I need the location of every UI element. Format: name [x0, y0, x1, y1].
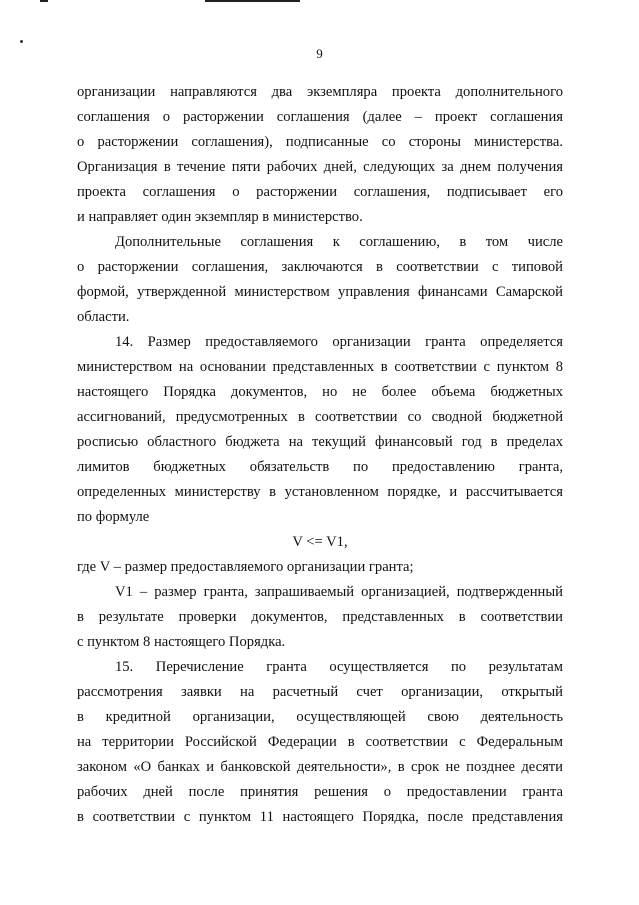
text-line: формой, утвержденной министерством управления финансами Самарской: [77, 284, 563, 300]
scan-edge-mark: [205, 0, 300, 2]
text-line: рассмотрения заявки на расчетный счет организации, открытый: [77, 684, 563, 700]
page-number: 9: [316, 46, 323, 61]
text-line: росписью областного бюджета на текущий финансовый год в пределах: [77, 434, 563, 450]
text-line: по формуле: [77, 509, 150, 525]
text-line: определенных министерству в установленном порядке, и рассчитывается: [77, 484, 563, 500]
text-line: V <= V1,: [292, 534, 348, 550]
text-line: о расторжении соглашения), подписанные со стороны министерства.: [77, 134, 563, 150]
scan-speck: [20, 40, 23, 43]
text-line: на территории Российской Федерации в соответствии с Федеральным: [77, 734, 563, 750]
text-line: в результате проверки документов, представленных в соответствии: [77, 609, 563, 625]
text-line: лимитов бюджетных обязательств по предоставлению гранта,: [77, 459, 563, 475]
text-line: рабочих дней после принятия решения о предоставлении гранта: [77, 784, 563, 800]
text-line: ассигнований, предусмотренных в соответствии со сводной бюджетной: [77, 409, 563, 425]
text-line: 15. Перечисление гранта осуществляется по результатам: [115, 659, 563, 675]
text-line: с пунктом 8 настоящего Порядка.: [77, 634, 286, 650]
text-line: Дополнительные соглашения к соглашению, в том числе: [115, 234, 563, 250]
document-body: [77, 80, 563, 830]
text-line: законом «О банках и банковской деятельности», в срок не позднее десяти: [77, 759, 563, 775]
text-line: V1 – размер гранта, запрашиваемый организацией, подтвержденный: [115, 584, 563, 600]
text-line: области.: [77, 309, 130, 325]
text-line: в кредитной организации, осуществляющей свою деятельность: [77, 709, 563, 725]
scan-edge-mark: [40, 0, 48, 2]
text-line: и направляет один экземпляр в министерство.: [77, 209, 363, 225]
text-line: 14. Размер предоставляемого организации гранта определяется: [115, 334, 563, 350]
text-line: Организация в течение пяти рабочих дней, следующих за днем получения: [77, 159, 563, 175]
text-line: организации направляются два экземпляра проекта дополнительного: [77, 84, 563, 100]
text-line: где V – размер предоставляемого организации гранта;: [77, 559, 414, 575]
text-line: в соответствии с пунктом 11 настоящего Порядка, после представления: [77, 809, 563, 825]
text-line: о расторжении соглашения, заключаются в соответствии с типовой: [77, 259, 563, 275]
text-line: проекта соглашения о расторжении соглашения, подписывает его: [77, 184, 563, 200]
text-line: соглашения о расторжении соглашения (далее – проект соглашения: [77, 109, 563, 125]
text-line: настоящего Порядка документов, но не более объема бюджетных: [77, 384, 563, 400]
text-line: министерством на основании представленных в соответствии с пунктом 8: [77, 359, 563, 375]
